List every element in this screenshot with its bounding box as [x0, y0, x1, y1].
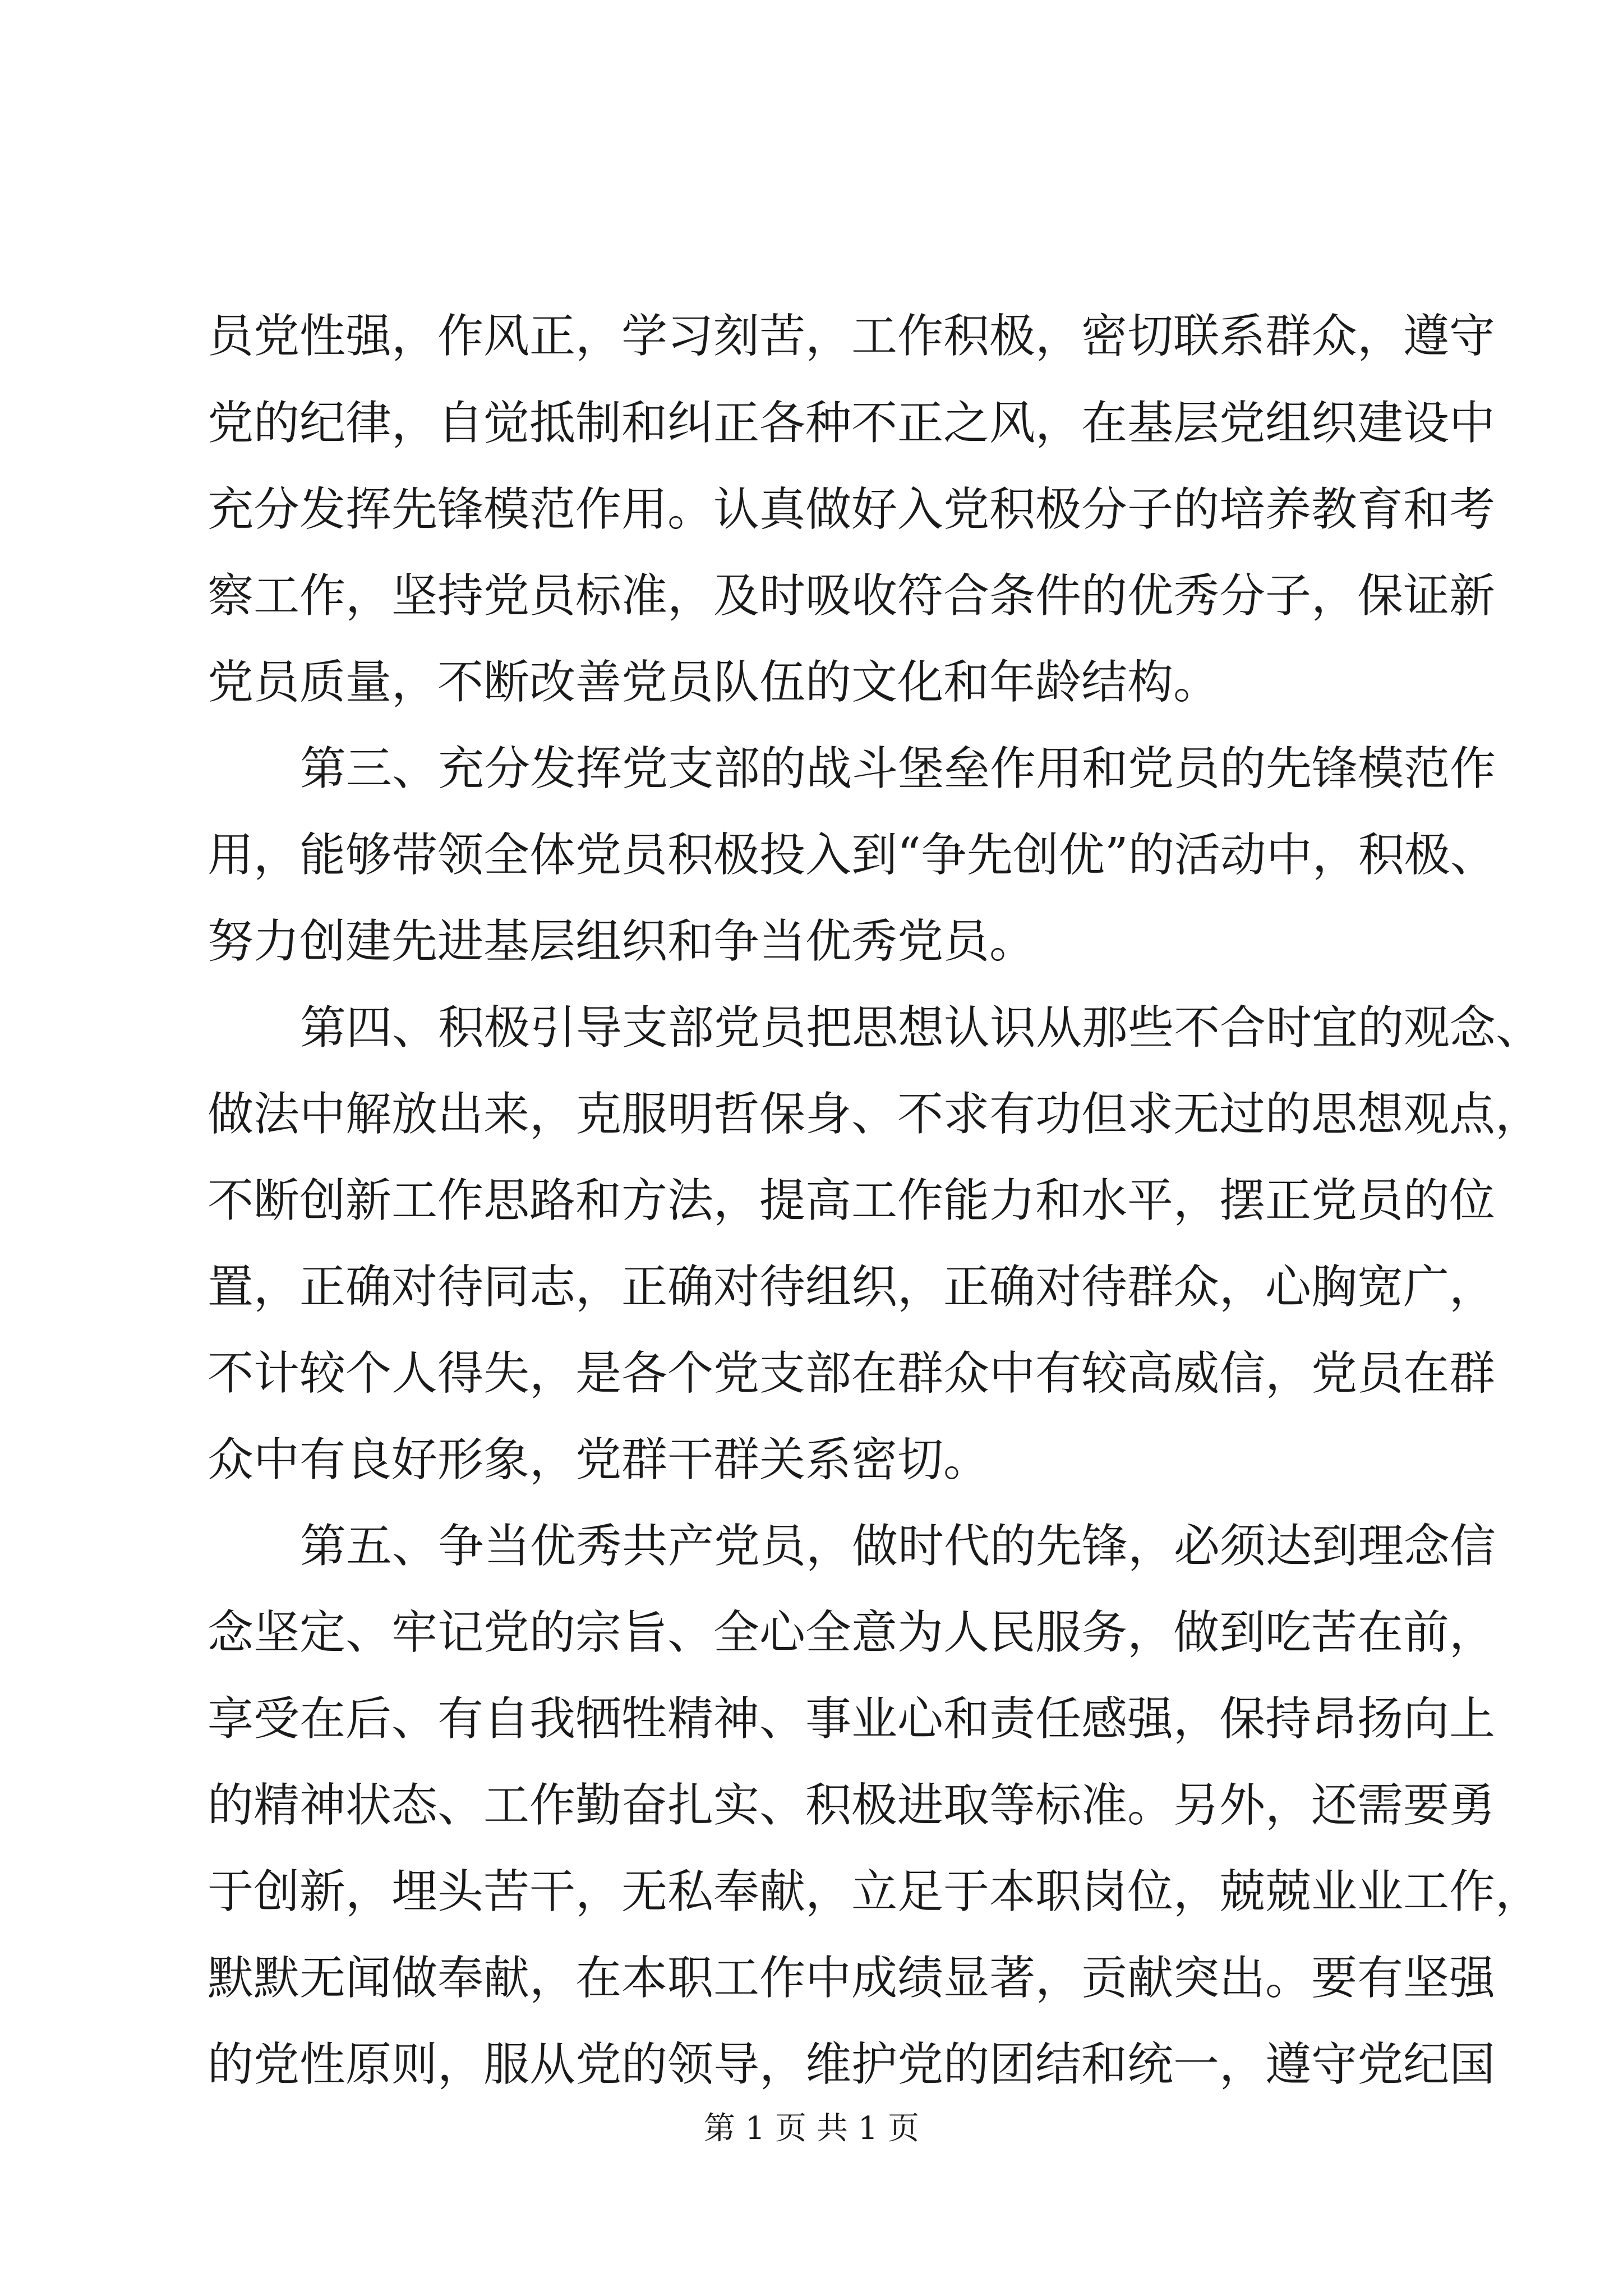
text-line: 念坚定、牢记党的宗旨、全心全意为人民服务，做到吃苦在前， [208, 1606, 1496, 1659]
text-line: 默默无闻做奉献，在本职工作中成绩显著，贡献突出。要有坚强 [208, 1952, 1496, 2005]
text-line: 的精神状态、工作勤奋扎实、积极进取等标准。另外，还需要勇 [208, 1779, 1496, 1832]
text-line: 于创新，埋头苦干，无私奉献，立足于本职岗位，兢兢业业工作， [208, 1865, 1542, 1918]
text-line: 努力创建先进基层组织和争当优秀党员。 [208, 915, 1036, 968]
page-number-footer: 第 1 页 共 1 页 [703, 2110, 920, 2147]
text-line: 置，正确对待同志，正确对待组织，正确对待群众，心胸宽广， [208, 1260, 1496, 1314]
text-line: 众中有良好形象，党群干群关系密切。 [208, 1433, 990, 1487]
text-line: 用，能够带领全体党员积极投入到“争先创优”的活动中，积极、 [208, 829, 1496, 882]
text-line: 员党性强，作风正，学习刻苦，工作积极，密切联系群众，遵守 [208, 310, 1496, 363]
paragraph-first-line: 第四、积极引导支部党员把思想认识从那些不合时宜的观念、 [300, 1001, 1542, 1055]
text-line: 的党性原则，服从党的领导，维护党的团结和统一，遵守党纪国 [208, 2038, 1496, 2091]
paragraph-first-line: 第五、争当优秀共产党员，做时代的先锋，必须达到理念信 [300, 1520, 1496, 1573]
text-line: 享受在后、有自我牺牲精神、事业心和责任感强，保持昂扬向上 [208, 1692, 1496, 1746]
paragraph-first-line: 第三、充分发挥党支部的战斗堡垒作用和党员的先锋模范作 [300, 742, 1496, 795]
text-line: 党的纪律，自觉抵制和纠正各种不正之风，在基层党组织建设中 [208, 397, 1496, 450]
text-line: 察工作，坚持党员标准，及时吸收符合条件的优秀分子，保证新 [208, 569, 1496, 623]
text-line: 不计较个人得失，是各个党支部在群众中有较高威信，党员在群 [208, 1347, 1496, 1400]
text-line: 做法中解放出来，克服明哲保身、不求有功但求无过的思想观点， [208, 1088, 1542, 1141]
text-line: 不断创新工作思路和方法，提高工作能力和水平，摆正党员的位 [208, 1174, 1496, 1227]
text-line: 党员质量，不断改善党员队伍的文化和年龄结构。 [208, 656, 1220, 709]
text-line: 充分发挥先锋模范作用。认真做好入党积极分子的培养教育和考 [208, 483, 1496, 536]
